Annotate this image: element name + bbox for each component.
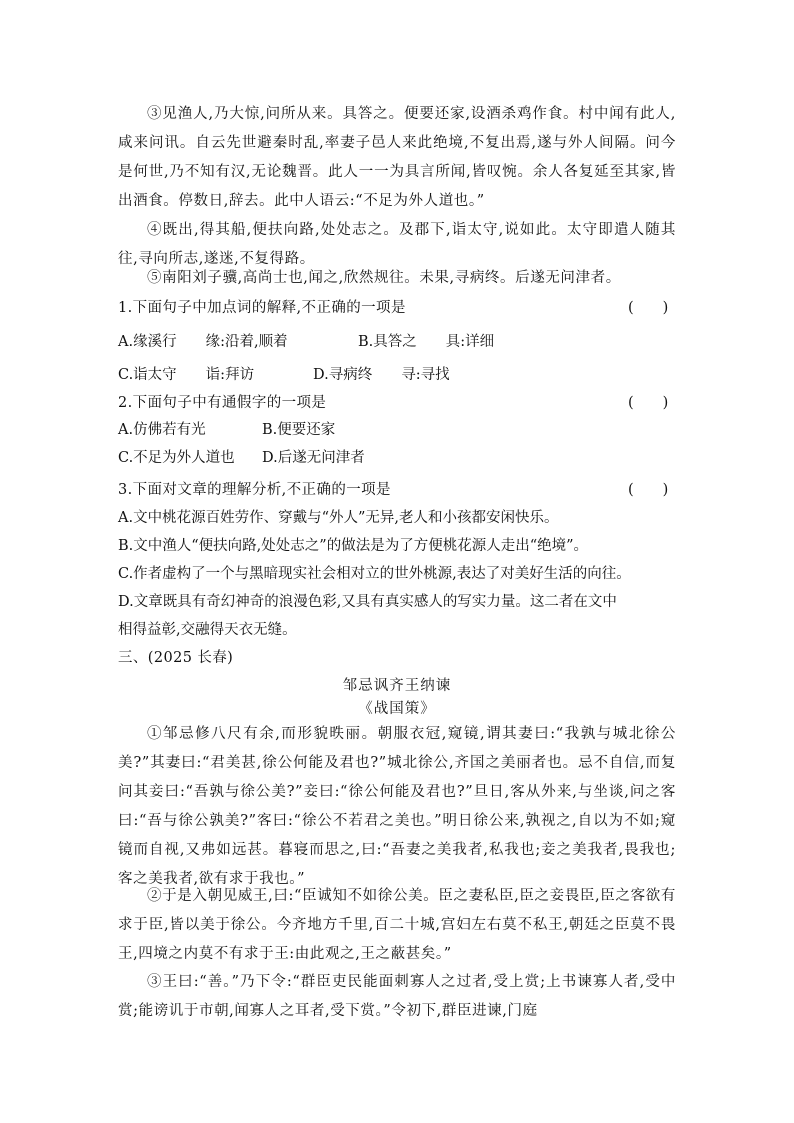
question-1-option-c: C.诣太守 诣:拜访 xyxy=(118,367,255,383)
question-2-option-c: C.不足为外人道也 xyxy=(118,450,235,466)
passage-2-paragraph-1: ①邹忌修八尺有余,而形貌昳丽。朝服衣冠,窥镜,谓其妻曰:“我孰与城北徐公美?”其妻曰:“君美甚,徐公何能及君也?”城北徐公,齐国之美丽者也。忌不自信,而复问其妾曰:“吾孰与徐公美?”妾曰:“徐公何能及君也?”旦日,客从外来,与坐谈,问之客曰:“吾与徐公孰美?”客曰:“徐公不若君之美也。”明日徐公来,孰视之,自以为不如;窥镜而自视,又弗如远甚。暮寝而思之,曰:“吾妻之美我者,私我也;妾之美我者,畏我也;客之美我者,欲有求于我也。” xyxy=(118,726,676,887)
passage-paragraph-4: ④既出,得其船,便扶向路,处处志之。及郡下,诣太守,说如此。太守即遣人随其往,寻向所志,遂迷,不复得路。 xyxy=(118,222,676,267)
passage-source: 《战国策》 xyxy=(358,701,436,717)
question-1-option-d: D.寻病终 寻:寻找 xyxy=(313,367,450,383)
question-2-option-b: B.便要还家 xyxy=(262,422,336,438)
question-1-option-a: A.缘溪行 缘:沿着,顺着 xyxy=(118,334,288,350)
question-2-option-a: A.仿佛若有光 xyxy=(118,422,206,438)
question-1-option-b: B.具答之 具:详细 xyxy=(358,334,495,350)
passage-paragraph-5: ⑤南阳刘子骥,高尚士也,闻之,欣然规往。未果,寻病终。后遂无问津者。 xyxy=(147,270,621,286)
passage-2-paragraph-3: ③王曰:“善。”乃下令:“群臣吏民能面刺寡人之过者,受上赏;上书谏寡人者,受中赏;能谤讥于市朝,闻寡人之耳者,受下赏。”令初下,群臣进谏,门庭 xyxy=(118,974,676,1019)
question-3-option-c: C.作者虚构了一个与黑暗现实社会相对立的世外桃源,表达了对美好生活的向往。 xyxy=(118,566,631,582)
passage-paragraph-3: ③见渔人,乃大惊,问所从来。具答之。便要还家,设酒杀鸡作食。村中闻有此人,咸来问讯。自云先世避秦时乱,率妻子邑人来此绝境,不复出焉,遂与外人间隔。问今是何世,乃不知有汉,无论魏晋。此人一一为具言所闻,皆叹惋。余人各复延至其家,皆出酒食。停数日,辞去。此中人语云:“不足为外人道也。” xyxy=(118,106,676,209)
question-3-option-d-continued: 相得益彰,交融得天衣无缝。 xyxy=(118,622,297,638)
question-3-option-d: D.文章既具有奇幻神奇的浪漫色彩,又具有真实感人的写实力量。这二者在文中 xyxy=(118,594,617,610)
question-3-option-a: A.文中桃花源百姓劳作、穿戴与“外人”无异,老人和小孩都安闲快乐。 xyxy=(118,510,559,526)
question-2-stem: 2.下面句子中有通假字的一项是 xyxy=(118,395,327,411)
question-2-option-d: D.后遂无问津者 xyxy=(262,450,365,466)
question-3-option-b: B.文中渔人“便扶向路,处处志之”的做法是为了方便桃花源人走出“绝境”。 xyxy=(118,538,589,554)
question-1-stem: 1.下面句子中加点词的解释,不正确的一项是 xyxy=(118,300,406,316)
passage-title: 邹忌讽齐王纳谏 xyxy=(342,678,452,694)
question-3-stem: 3.下面对文章的理解分析,不正确的一项是 xyxy=(118,482,391,498)
question-2-answer-blank: ( ) xyxy=(628,395,669,411)
question-1-answer-blank: ( ) xyxy=(628,300,669,316)
passage-2-paragraph-2: ②于是入朝见威王,曰:“臣诚知不如徐公美。臣之妻私臣,臣之妾畏臣,臣之客欲有求于臣,皆以美于徐公。今齐地方千里,百二十城,宫妇左右莫不私王,朝廷之臣莫不畏王,四境之内莫不有求于王:由此观之,王之蔽甚矣。” xyxy=(118,888,676,962)
question-3-answer-blank: ( ) xyxy=(628,482,669,498)
section-heading: 三、(2025 长春) xyxy=(118,650,234,666)
